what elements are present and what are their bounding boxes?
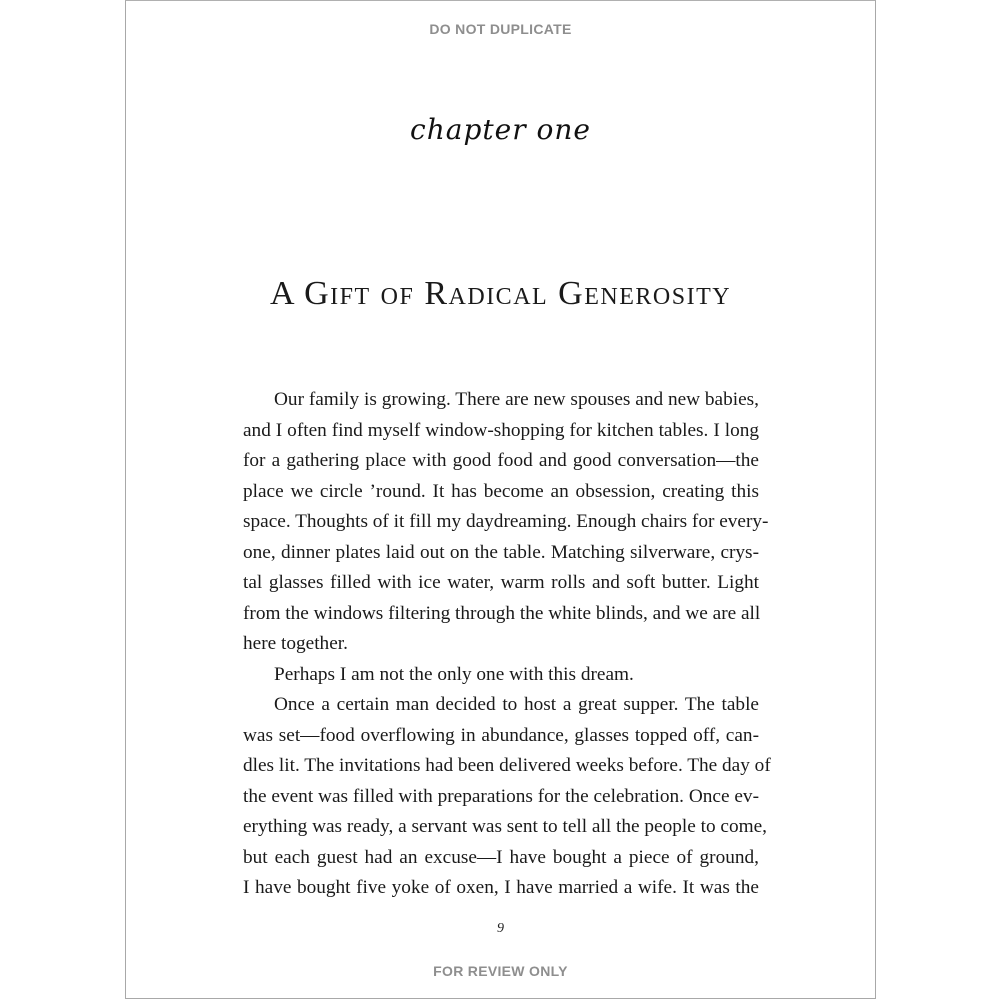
chapter-title: A Gift of Radical Generosity [269, 275, 732, 312]
text-line: tal glasses filled with ice water, warm rolls and soft butter. Light [243, 572, 759, 593]
text-line: the event was filled with preparations for the celebration. Once ev- [243, 785, 759, 807]
text-line: Perhaps I am not the only one with this dream. [274, 663, 634, 685]
text-line: one, dinner plates laid out on the table. Matching silverware, crys- [243, 541, 759, 563]
chapter-label: chapter one [410, 113, 591, 146]
text-line: and I often find myself window-shopping for kitchen tables. I long [243, 419, 759, 441]
watermark-bottom: FOR REVIEW ONLY [433, 963, 568, 979]
text-line: space. Thoughts of it fill my daydreaming. Enough chairs for every- [243, 511, 769, 532]
text-line: from the windows filtering through the white blinds, and we are all [243, 602, 761, 624]
text-line: was set—food overflowing in abundance, glasses topped off, can- [243, 724, 759, 746]
text-line: Once a certain man decided to host a great supper. The table [274, 694, 759, 715]
text-line: here together. [243, 633, 348, 654]
page-number: 9 [497, 921, 504, 936]
text-line: place we circle ’round. It has become an obsession, creating this [243, 480, 759, 502]
text-line: for a gathering place with good food and good conversation—the [243, 450, 759, 471]
text-line: I have bought five yoke of oxen, I have married a wife. It was the [243, 877, 759, 898]
text-line: erything was ready, a servant was sent to tell all the people to come, [243, 816, 767, 837]
text-line: Our family is growing. There are new spouses and new babies, [274, 389, 759, 410]
book-page [125, 0, 876, 999]
body-text [243, 385, 771, 904]
text-line: but each guest had an excuse—I have bought a piece of ground, [243, 846, 759, 868]
watermark-top: DO NOT DUPLICATE [429, 21, 572, 37]
text-line: dles lit. The invitations had been delivered weeks before. The day of [243, 755, 771, 776]
